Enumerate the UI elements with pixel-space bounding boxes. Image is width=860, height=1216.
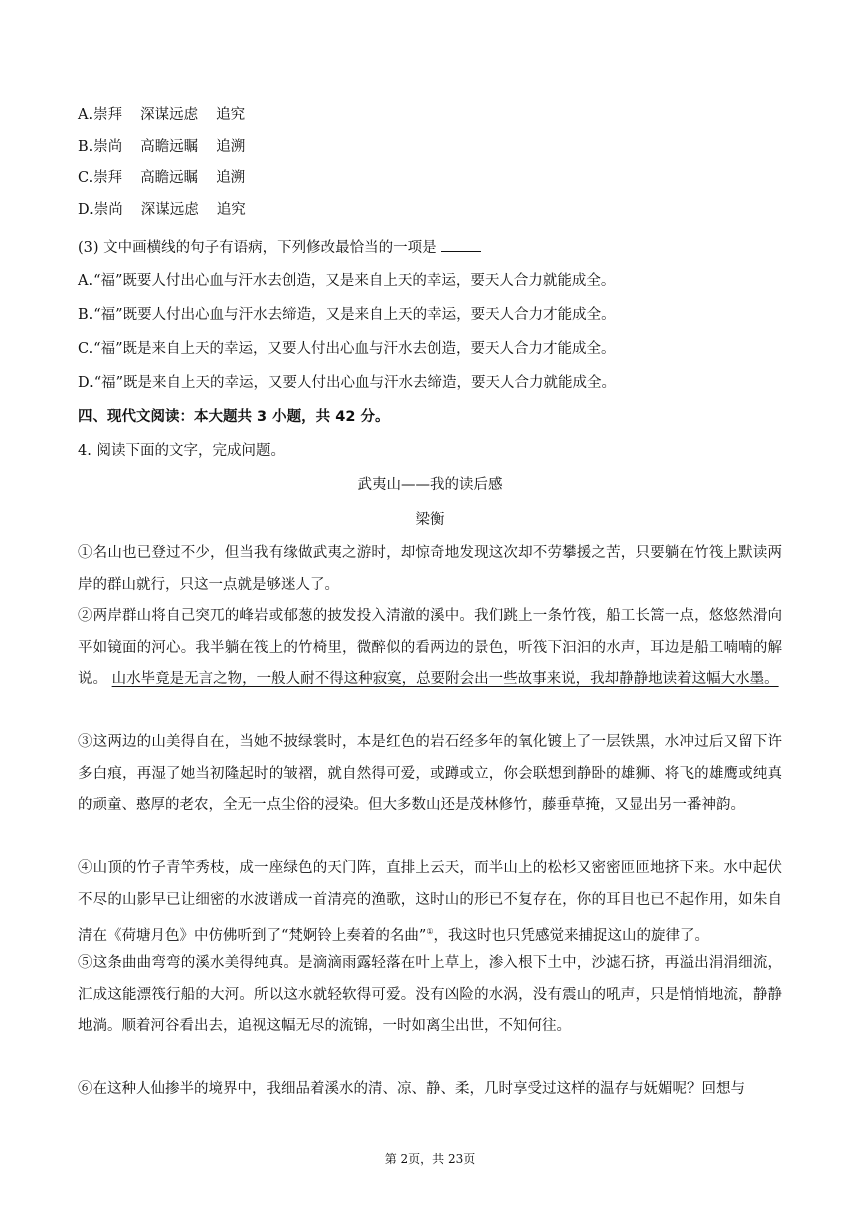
paragraph-2: ②两岸群山将自己突兀的峰岩或郁葱的披发投入清澈的溪中。我们跳上一条竹筏，船工长篙一点，悠悠然滑向平如镜面的河心。我半躺在筏上的竹椅里，微醉似的看两边的景色，听筏下汩汩的水声，耳边是船工喃喃的解说。 山水毕竟是无言之物，一般人耐不得这种寂寞，总要附会出一些故事来说，我却静静地读着这幅大水墨。 xyxy=(78,608,782,687)
paragraph-3: ③这两边的山美得自在，当她不披绿裳时，本是红色的岩石经多年的氧化镀上了一层铁黑，水冲过后又留下许多白痕，再湿了她当初隆起时的皱褶，就自然得可爱，或蹲或立，你会联想到静卧的雄狮、将飞的雄鹰或纯真的顽童、憨厚的老农，全无一点尘俗的浸染。但大多数山还是茂林修竹，藤垂草掩，又显出另一番神韵。 xyxy=(78,734,782,813)
option-a: A.崇拜 深谋远虑 追究 xyxy=(78,107,246,123)
page-footer: 第 2页，共 23页 xyxy=(384,1152,476,1166)
answer-blank xyxy=(441,237,481,252)
option-c: C.崇拜 高瞻远瞩 追溯 xyxy=(78,170,246,186)
paragraph-4: ④山顶的竹子青竿秀枝，成一座绿色的天门阵，直排上云天，而半山上的松杉又密密匝匝地挤下来。水中起伏不尽的山影早已让细密的水波谱成一首清亮的渔歌，这时山的形已不复存在，你的耳目也已不起作用，如朱自清在《荷塘月色》中仿佛听到了“梵婀铃上奏着的名曲”①，我这时也只凭感觉来捕捉这山的旋律了。 xyxy=(78,860,782,944)
question-4-stem: 4. 阅读下面的文字，完成问题。 xyxy=(78,443,285,459)
question-3-stem: (3) 文中画横线的句子有语病，下列修改最恰当的一项是 xyxy=(78,237,481,258)
paragraph-5: ⑤这条曲曲弯弯的溪水美得纯真。是滴滴雨露轻落在叶上草上，渗入根下土中，沙滤石挤，再溢出涓涓细流，汇成这能漂筏行船的大河。所以这水就轻软得可爱。没有凶险的水涡，没有震山的吼声，只是悄悄地流，静静地淌。顺着河谷看出去，追视这幅无尽的流锦，一时如离尘出世，不知何往。 xyxy=(78,955,782,1034)
paragraph-1: ①名山也已登过不少，但当我有缘做武夷之游时，却惊奇地发现这次却不劳攀援之苦，只要躺在竹筏上默读两岸的群山就行，只这一点就是够迷人了。 xyxy=(78,545,782,593)
q3-option-a: A.“福”既要人付出心血与汗水去创造，又是来自上天的幸运，要天人合力就能成全。 xyxy=(78,273,616,289)
q3-option-b: B.“福”既要人付出心血与汗水去缔造，又是来自上天的幸运，要天人合力才能成全。 xyxy=(78,307,616,323)
q3-option-c: C.“福”既是来自上天的幸运，又要人付出心血与汗水去创造，要天人合力才能成全。 xyxy=(78,341,616,357)
option-d: D.崇尚 深谋远虑 追究 xyxy=(78,202,246,218)
q3-option-d: D.“福”既是来自上天的幸运，又要人付出心血与汗水去缔造，要天人合力就能成全。 xyxy=(78,375,617,391)
article-author: 梁衡 xyxy=(415,512,445,528)
footnote-marker: ① xyxy=(426,927,434,936)
underlined-sentence: 山水毕竟是无言之物，一般人耐不得这种寂寞，总要附会出一些故事来说，我却静静地读着这幅大水墨。 xyxy=(111,671,779,687)
section-heading: 四、现代文阅读：本大题共 3 小题，共 42 分。 xyxy=(78,409,390,425)
paragraph-6: ⑥在这种人仙掺半的境界中，我细品着溪水的清、凉、静、柔，几时享受过这样的温存与妩媚呢？回想与 xyxy=(78,1081,745,1097)
article-title: 武夷山——我的读后感 xyxy=(357,477,503,493)
option-b: B.崇尚 高瞻远瞩 追溯 xyxy=(78,139,246,155)
